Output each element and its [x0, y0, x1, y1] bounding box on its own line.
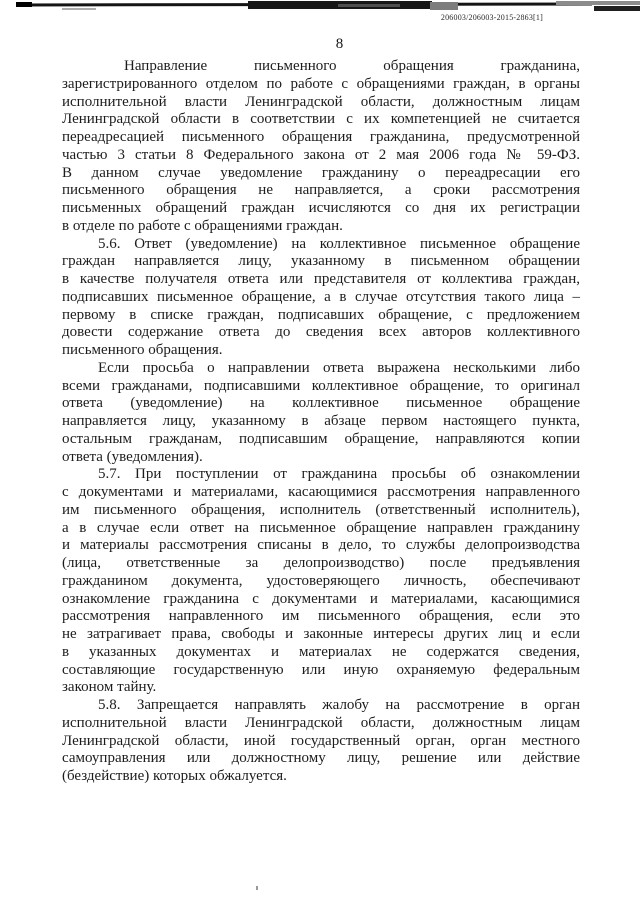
text-line: подписавших письменное обращение, а в случае отсутствия такого лица –	[62, 288, 580, 305]
scan-bar-segment	[430, 2, 458, 10]
text-line: письменных обращений граждан исчисляются со дня их регистрации	[62, 200, 580, 216]
text-line: 5.6. Ответ (уведомление) на коллективное письменное обращение	[98, 235, 580, 252]
text-line: составляющие государственную или иную охраняемую федеральным	[62, 661, 580, 678]
document-code: 206003/206003-2015-2863[1]	[440, 13, 543, 22]
text-line: Направление письменного обращения гражданина,	[124, 58, 580, 74]
scan-bar-segment	[594, 6, 640, 11]
scan-bar-segment	[62, 8, 96, 10]
text-line: Если просьба о направлении ответа выражена несколькими либо	[98, 359, 580, 376]
text-line: переадресацией письменного обращения гражданина, предусмотренной	[62, 129, 580, 145]
text-line: ответа (уведомление) на коллективное письменное обращение	[62, 395, 580, 412]
text-line: не затрагивает права, свободы и законные интересы других лиц и если	[62, 626, 580, 642]
text-line: в отделе по работе с обращениями граждан.	[62, 217, 343, 234]
text-line: с документами и материалами, касающимися рассмотрения направленного	[62, 484, 580, 500]
text-line: исполнительной власти Ленинградской области, должностным лицам	[62, 714, 580, 731]
text-line: гражданином документа, удостоверяющего личность, обеспечивают	[62, 572, 580, 589]
text-line: (бездействие) которых обжалуется.	[62, 768, 287, 784]
page-number: 8	[335, 36, 344, 52]
text-line: первому в списке граждан, подписавших обращение, с предложением	[62, 306, 580, 323]
text-line: письменного обращения не направляется, а сроки рассмотрения	[62, 182, 580, 199]
text-line: а в случае если ответ на письменное обращение направлен гражданину	[62, 519, 580, 536]
text-line: довести содержание ответа до сведения всех авторов коллективного	[62, 324, 580, 341]
text-line: Ленинградской области, иной государственный орган, орган местного	[62, 732, 580, 749]
scan-bar-segment	[556, 1, 640, 5]
text-line: (лица, ответственные за делопроизводство) после предъявления	[62, 555, 580, 571]
text-line: исполнительной власти Ленинградской области, должностным лицам	[62, 93, 580, 110]
text-line: В данном случае уведомление гражданину о переадресации его	[62, 164, 580, 181]
text-line: остальным гражданам, подписавшим обращение, направляются копии	[62, 430, 580, 447]
text-line: и материалы рассмотрения списаны в дело, то службы делопроизводства	[62, 537, 580, 554]
text-line: им письменного обращения, исполнитель (ответственный исполнитель),	[62, 501, 580, 518]
text-line: зарегистрированного отделом по работе с обращениями граждан, в органы	[62, 75, 580, 92]
text-line: в качестве получателя ответа или представителя от коллектива граждан,	[62, 271, 580, 287]
text-line: 5.8. Запрещается направлять жалобу на рассмотрение в орган	[98, 697, 580, 713]
text-line: в указанных документах и материалах не содержатся сведения,	[62, 643, 580, 660]
text-line: законом тайну.	[62, 679, 157, 696]
scan-speck	[256, 886, 258, 890]
scan-bar-segment	[338, 4, 400, 7]
text-line: ответа (уведомления).	[62, 448, 203, 465]
text-line: направляется лицу, указанному в абзаце первом настоящего пункта,	[62, 413, 580, 429]
text-line: всеми гражданами, подписавшими коллективное обращение, то оригинал	[62, 377, 580, 394]
text-line: рассмотрения направленного им письменного обращения, если это	[62, 608, 580, 625]
text-line: письменного обращения.	[62, 342, 223, 358]
scan-bar-segment	[16, 2, 32, 7]
text-line: Ленинградской области в соответствии с их компетенцией не считается	[62, 111, 580, 128]
text-line: граждан направляется лицу, указанному в письменном обращении	[62, 253, 580, 270]
document-body	[62, 58, 580, 786]
text-line: самоуправления или должностному лицу, решение или действие	[62, 750, 580, 767]
text-line: 5.7. При поступлении от гражданина просьбы об ознакомлении	[98, 466, 580, 483]
text-line: частью 3 статьи 8 Федерального закона от 2 мая 2006 года № 59-ФЗ.	[62, 146, 580, 163]
text-line: ознакомление гражданина с документами и материалами, касающимися	[62, 590, 580, 607]
